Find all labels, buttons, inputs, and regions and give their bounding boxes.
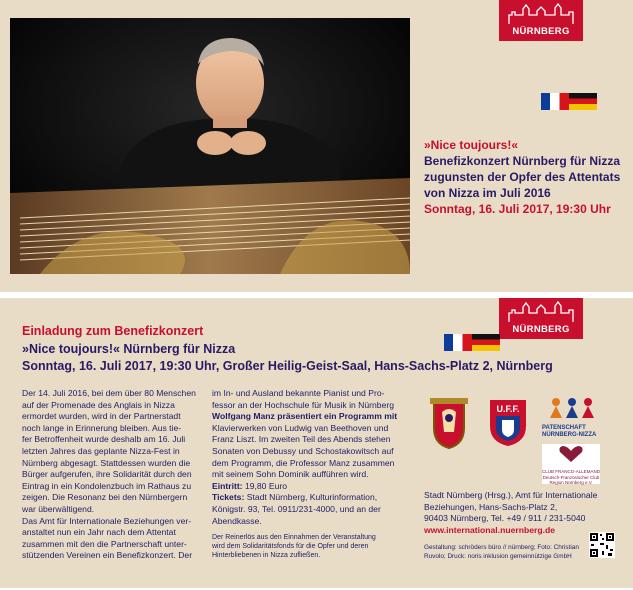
flags-back bbox=[444, 334, 500, 351]
col1-line: anstaltet nun ein Jahr nach dem Attentat bbox=[22, 527, 176, 538]
col1-line: fer Betroffenheit wurde deshalb am 16. Juli bbox=[22, 434, 186, 445]
uff-logo bbox=[488, 398, 528, 448]
front-title: »Nice toujours!« bbox=[424, 138, 519, 152]
club-hearts-icon bbox=[542, 444, 600, 464]
german-flag-icon bbox=[569, 93, 597, 110]
proceeds-line: Hinterbliebenen in Nizza zufließen. bbox=[212, 552, 321, 560]
event-date-venue: Sonntag, 16. Juli 2017, 19:30 Uhr, Großer Heilig-Geist-Saal, Hans-Sachs-Platz 2, Nürnberg bbox=[22, 359, 553, 373]
col1-line: Bürger aufgerufen, ihre Solidarität durch den bbox=[22, 469, 192, 480]
col1-line: zeigen. Die Resonanz bei den Nürnbergern bbox=[22, 492, 188, 503]
col1-line: Eintrag in ein Kondolenzbuch im Rathaus zu bbox=[22, 480, 192, 491]
entry-line bbox=[212, 481, 412, 493]
col2-line: Franz Liszt. Im zweiten Teil des Abends stehen bbox=[212, 434, 391, 445]
german-flag-icon bbox=[472, 334, 500, 351]
tickets-text: Abendkasse. bbox=[212, 515, 262, 526]
col1-line: zusammen mit den die Partnerschaft unter- bbox=[22, 538, 187, 549]
credits-line: Ruvolo; Druck: noris inklusion gemeinnützige GmbH bbox=[424, 552, 572, 560]
qr-code-icon[interactable] bbox=[589, 532, 615, 558]
col2-line: im In- und Ausland bekannte Pianist und Pro- bbox=[212, 388, 385, 398]
col1-line: stützenden Vereinen ein Benefizkonzert. Der bbox=[22, 550, 193, 561]
col1-line: war überwältigend. bbox=[22, 503, 95, 514]
nuernberg-logo-back bbox=[499, 298, 583, 339]
french-flag-icon bbox=[444, 334, 472, 351]
col1-line: Der 14. Juli 2016, bei dem über 80 Menschen bbox=[22, 388, 196, 398]
tickets-text: Stadt Nürnberg, Kulturinformation, bbox=[246, 492, 378, 503]
entry-value: 19,80 Euro bbox=[244, 480, 287, 491]
club-text bbox=[542, 469, 600, 486]
col1-line: Nürnberg abgesagt. Stattdessen wurden die bbox=[22, 457, 191, 468]
french-flag-icon bbox=[541, 93, 569, 110]
uff-text: U.F.F. bbox=[496, 404, 520, 414]
front-text-block bbox=[424, 137, 629, 217]
invitation-heading: Einladung zum Benefizkonzert bbox=[22, 324, 204, 338]
patenschaft-logo bbox=[542, 396, 600, 436]
entry-label: Eintritt: bbox=[212, 480, 243, 491]
front-date: Sonntag, 16. Juli 2017, 19:30 Uhr bbox=[424, 202, 611, 216]
col1-line: letzten Jahres das geplante Nizza-Fest in bbox=[22, 445, 180, 456]
invitation-subtitle: »Nice toujours!« Nürnberg für Nizza bbox=[22, 342, 236, 356]
logo-text: NÜRNBERG bbox=[512, 324, 570, 335]
credits-line: Gestaltung: schröders büro // nürnberg; Foto: Christian bbox=[424, 544, 579, 551]
castle-skyline-icon bbox=[503, 301, 579, 323]
col2-line: mit seinem Sohn Dominik aufführen wird. bbox=[212, 469, 369, 480]
address-line: Stadt Nürnberg (Hrsg.), Amt für Internationale bbox=[424, 490, 598, 500]
col1-line: Das Amt für Internationale Beziehungen ver- bbox=[22, 515, 192, 526]
proceeds-line: wird dem Solidaritätsfonds für die Opfer und deren bbox=[212, 543, 369, 551]
proceeds-line: Der Reinerlös aus den Einnahmen der Veranstaltung bbox=[212, 534, 376, 542]
postcard-back bbox=[0, 298, 633, 588]
front-line-4: von Nizza im Juli 2016 bbox=[424, 186, 551, 200]
partner2-line: CLUB FRANCO-ALLEMAND bbox=[542, 469, 601, 474]
pianist-photo bbox=[10, 18, 410, 274]
partner1-line: NÜRNBERG-NIZZA bbox=[542, 432, 597, 438]
patenschaft-text bbox=[542, 425, 600, 439]
partner1-line: PATENSCHAFT bbox=[542, 425, 586, 431]
partner2-line: Deutsch-Französischer Club bbox=[542, 474, 600, 480]
flags bbox=[541, 93, 597, 110]
front-line-2: Benefizkonzert Nürnberg für Nizza bbox=[424, 154, 621, 168]
nuernberg-logo bbox=[499, 0, 583, 41]
pianist-illustration bbox=[10, 18, 410, 274]
col2-line: Wolfgang Manz präsentiert ein Programm mit bbox=[212, 411, 398, 422]
tickets-line bbox=[212, 492, 412, 504]
tickets-label: Tickets: bbox=[212, 492, 245, 503]
col2-line: Klavierwerken von Ludwig van Beethoven und bbox=[212, 422, 389, 433]
col2-line: fessor an der Hochschule für Musik in Nürnberg bbox=[212, 399, 394, 410]
club-franco-allemand-logo bbox=[542, 444, 600, 484]
publisher-address bbox=[424, 490, 629, 536]
address-line: Beziehungen, Hans-Sachs-Platz 2, bbox=[424, 501, 558, 512]
castle-skyline-icon bbox=[503, 3, 579, 25]
col1-line: noch lange in Erinnerung bleiben. Aus tie- bbox=[22, 422, 182, 433]
col1-line: ermordet wurden, wird in der Partnerstadt bbox=[22, 411, 181, 422]
col2-line: dem Programm, die Professor Manz zusammen bbox=[212, 457, 395, 468]
body-column-1 bbox=[22, 388, 207, 562]
col1-line: auf der Promenade des Anglais in Nizza bbox=[22, 399, 175, 410]
credits bbox=[424, 544, 589, 561]
partner2-line: Region Nürnberg e.V. bbox=[549, 480, 593, 485]
body-column-2 bbox=[212, 388, 412, 560]
logo-text: NÜRNBERG bbox=[512, 26, 570, 37]
col2-line: Sonaten von Debussy und Schostakowitsch auf bbox=[212, 445, 394, 456]
patenschaft-figures-icon bbox=[542, 396, 600, 420]
nice-coat-of-arms-icon bbox=[424, 396, 474, 450]
postcard-front bbox=[0, 0, 633, 292]
tickets-text: Königstr. 93, Tel. 0911/231-4000, und an der bbox=[212, 503, 381, 514]
address-line: 90403 Nürnberg, Tel. +49 / 911 / 231-5040 bbox=[424, 513, 586, 524]
front-line-3: zugunsten der Opfer des Attentats bbox=[424, 170, 621, 184]
website-link[interactable]: www.international.nuernberg.de bbox=[424, 524, 555, 535]
